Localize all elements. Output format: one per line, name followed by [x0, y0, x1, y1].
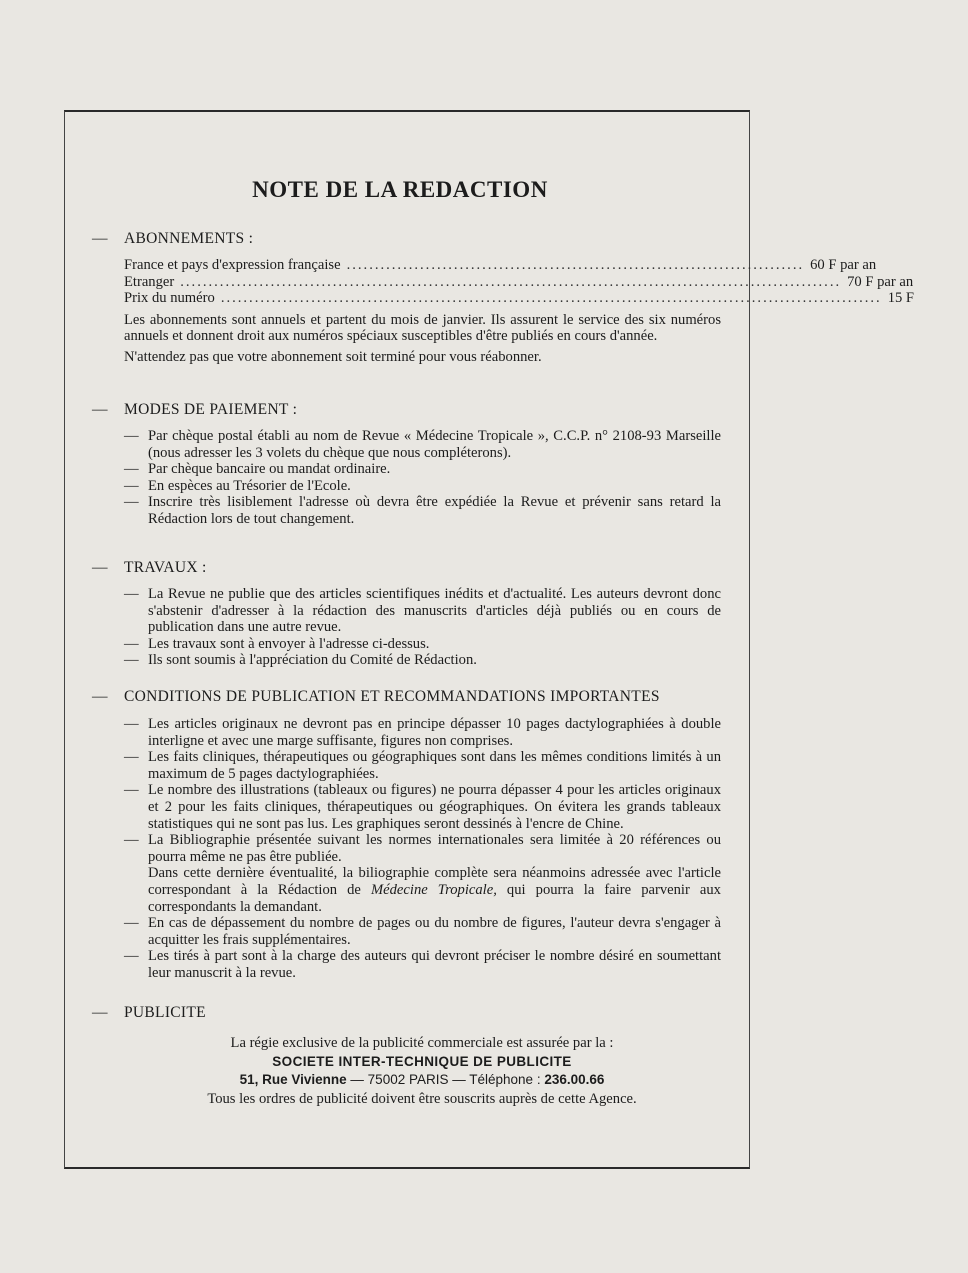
section-heading-travaux: — TRAVAUX : — [92, 559, 207, 576]
publicite-address: 51, Rue Vivienne — 75002 PARIS — Téléphone : 236.00.66 — [239, 1072, 605, 1087]
publicite-ordres: Tous les ordres de publicité doivent être souscrits auprès de cette Agence. — [207, 1090, 637, 1107]
price-row-numero: Prix du numéro ..................................................................................................................... 15 F — [124, 290, 915, 307]
conditions-item-pages: — Les articles originaux ne devront pas en principe dépasser 10 pages dactylographiées à double interligne et avec une marge suffisante, figures non comprises. — [124, 716, 721, 749]
conditions-bibliographie-suite: Dans cette dernière éventualité, la biliographie complète sera néanmoins adressée avec l'article correspondant à la Rédaction de Médecine Tropicale, qui pourra la faire parvenir aux correspondants la demandant. — [148, 865, 721, 915]
publicite-body — [122, 1034, 722, 1108]
travaux-body — [124, 586, 721, 669]
paiement-item-cheque-bancaire: — Par chèque bancaire ou mandat ordinaire. — [124, 461, 391, 478]
publicite-company: SOCIETE INTER-TECHNIQUE DE PUBLICITE — [272, 1053, 572, 1069]
section-heading-publicite: — PUBLICITE — [92, 1004, 206, 1021]
conditions-item-illustrations: — Le nombre des illustrations (tableaux ou figures) ne pourra dépasser 4 pour les articles originaux et 2 pour les faits cliniques, thérapeutiques ou géographiques. On évitera les grands tableaux statistiques qui ne sont pas lus. Les graphiques seront dessinés à l'encre de Chine. — [124, 782, 721, 832]
section-heading-abonnements: — ABONNEMENTS : — [92, 230, 254, 247]
travaux-item-envoi: — Les travaux sont à envoyer à l'adresse ci-dessus. — [124, 635, 430, 652]
paiement-body — [124, 428, 721, 528]
publicite-regie: La régie exclusive de la publicité commerciale est assurée par la : — [230, 1035, 614, 1051]
conditions-body — [124, 716, 721, 982]
paiement-item-especes: — En espèces au Trésorier de l'Ecole. — [124, 477, 351, 494]
travaux-item-comite: — Ils sont soumis à l'appréciation du Comité de Rédaction. — [124, 652, 477, 669]
page-title: NOTE DE LA REDACTION — [252, 177, 548, 202]
abonnements-body — [124, 257, 915, 366]
travaux-item-inedits: — La Revue ne publie que des articles scientifiques inédits et d'actualité. Les auteurs devront donc s'abstenir d'adresser à la rédaction des manuscrits d'articles déjà publiés ou en cours de publication dans une autre revue. — [124, 586, 721, 636]
conditions-item-tires: — Les tirés à part sont à la charge des auteurs qui devront préciser le nombre désiré en soumettant leur manuscrit à la revue. — [124, 948, 721, 981]
conditions-item-depassement: — En cas de dépassement du nombre de pages ou du nombre de figures, l'auteur devra s'engager à acquitter les frais supplémentaires. — [124, 915, 721, 948]
paiement-item-adresse: — Inscrire très lisiblement l'adresse où devra être expédiée la Revue et prévenir sans retard la Rédaction lors de tout changement. — [124, 494, 721, 527]
price-row-etranger: Etranger ..................................................................................................................... 70 F par an — [124, 273, 914, 290]
section-heading-paiement: — MODES DE PAIEMENT : — [92, 401, 298, 418]
conditions-item-bibliographie: — La Bibliographie présentée suivant les normes internationales sera limitée à 20 références ou pourra même ne pas être publiée. — [124, 832, 721, 865]
section-heading-conditions: — CONDITIONS DE PUBLICATION ET RECOMMANDATIONS IMPORTANTES — [92, 688, 660, 705]
paiement-item-cheque-postal: — Par chèque postal établi au nom de Revue « Médecine Tropicale », C.C.P. n° 2108-93 Marseille (nous adresser les 3 volets du chèque que nous compléterons). — [124, 428, 721, 461]
price-row-france: France et pays d'expression française ................................................................................. 60 F par an — [124, 257, 877, 273]
conditions-item-faits: — Les faits cliniques, thérapeutiques ou géographiques sont dans les mêmes conditions limités à un maximum de 5 pages dactylographiées. — [124, 749, 721, 782]
reabonnement-paragraph: N'attendez pas que votre abonnement soit terminé pour vous réabonner. — [124, 348, 542, 365]
abonnements-paragraph: Les abonnements sont annuels et partent du mois de janvier. Ils assurent le service des six numéros annuels et donnent droit aux numéros spéciaux susceptibles d'être publiés en cours d'année. — [124, 311, 721, 345]
